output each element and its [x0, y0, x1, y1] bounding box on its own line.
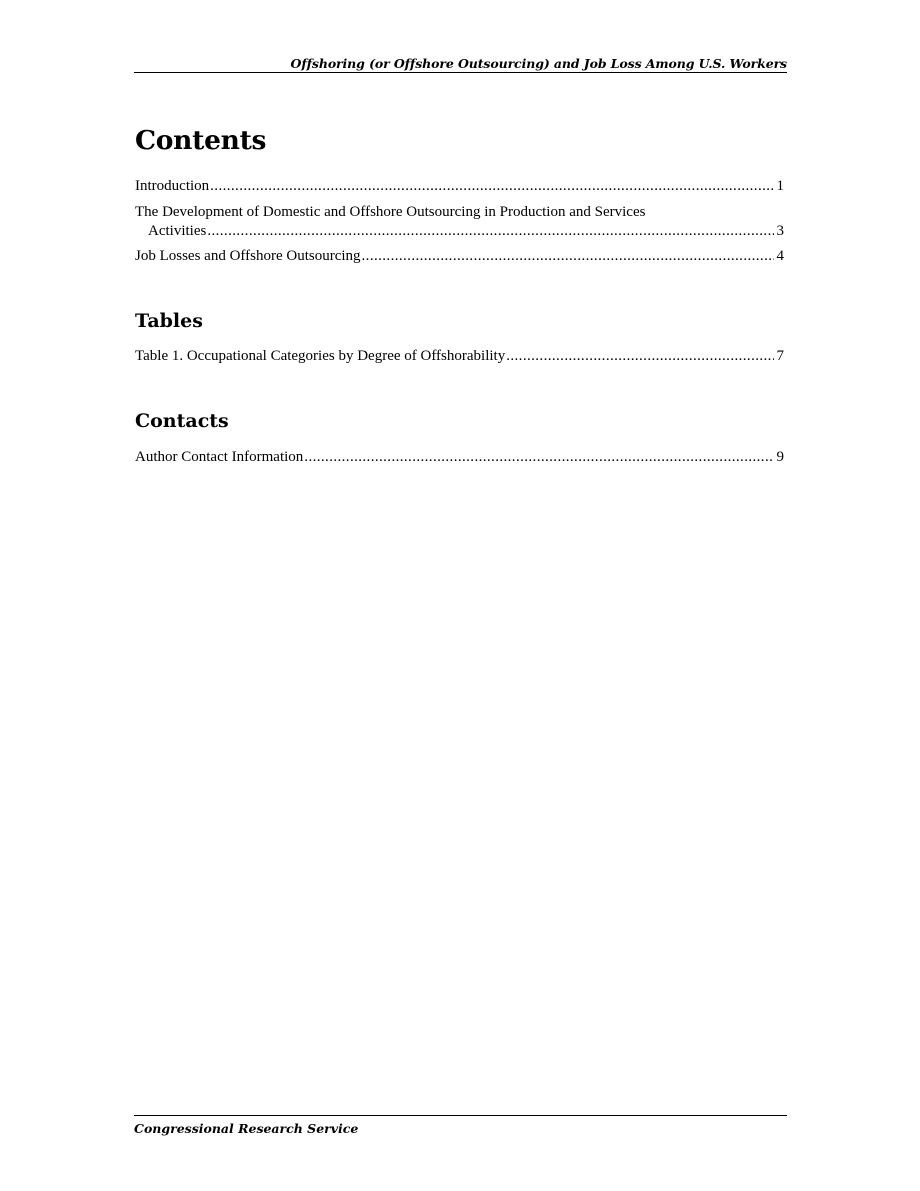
- toc-entry-title: Introduction: [135, 178, 210, 194]
- toc-entry-title: The Development of Domestic and Offshore Outsourcing in Production and Services: [135, 204, 646, 220]
- toc-entry-development-line2[interactable]: [148, 222, 784, 240]
- toc-page-number: 1: [776, 178, 784, 194]
- contents-heading: Contents: [135, 125, 267, 156]
- toc-leader-dots: [304, 448, 773, 466]
- toc-entry-title-continued: Activities: [148, 223, 207, 239]
- toc-entry-author-contact[interactable]: [135, 448, 784, 466]
- toc-page-number: 7: [776, 348, 784, 364]
- toc-entry-title: Job Losses and Offshore Outsourcing: [135, 248, 361, 264]
- toc-entry-introduction[interactable]: [135, 177, 784, 195]
- toc-entry-development-line1[interactable]: [135, 203, 784, 221]
- running-header: Offshoring (or Offshore Outsourcing) and Job Loss Among U.S. Workers: [134, 55, 787, 73]
- tables-heading: Tables: [135, 310, 203, 332]
- contacts-heading: Contacts: [135, 410, 229, 432]
- toc-entry-title: Table 1. Occupational Categories by Degree of Offshorability: [135, 348, 506, 364]
- toc-leader-dots: [362, 247, 774, 265]
- toc-leader-dots: [506, 347, 773, 365]
- toc-entry-job-losses[interactable]: [135, 247, 784, 265]
- toc-page-number: 3: [776, 223, 784, 239]
- toc-leader-dots: [210, 177, 773, 195]
- toc-entry-title: Author Contact Information: [135, 449, 304, 465]
- toc-page-number: 9: [776, 449, 784, 465]
- toc-page-number: 4: [776, 248, 784, 264]
- running-footer: Congressional Research Service: [134, 1115, 787, 1137]
- toc-entry-table-1[interactable]: [135, 347, 784, 365]
- toc-leader-dots: [207, 222, 773, 240]
